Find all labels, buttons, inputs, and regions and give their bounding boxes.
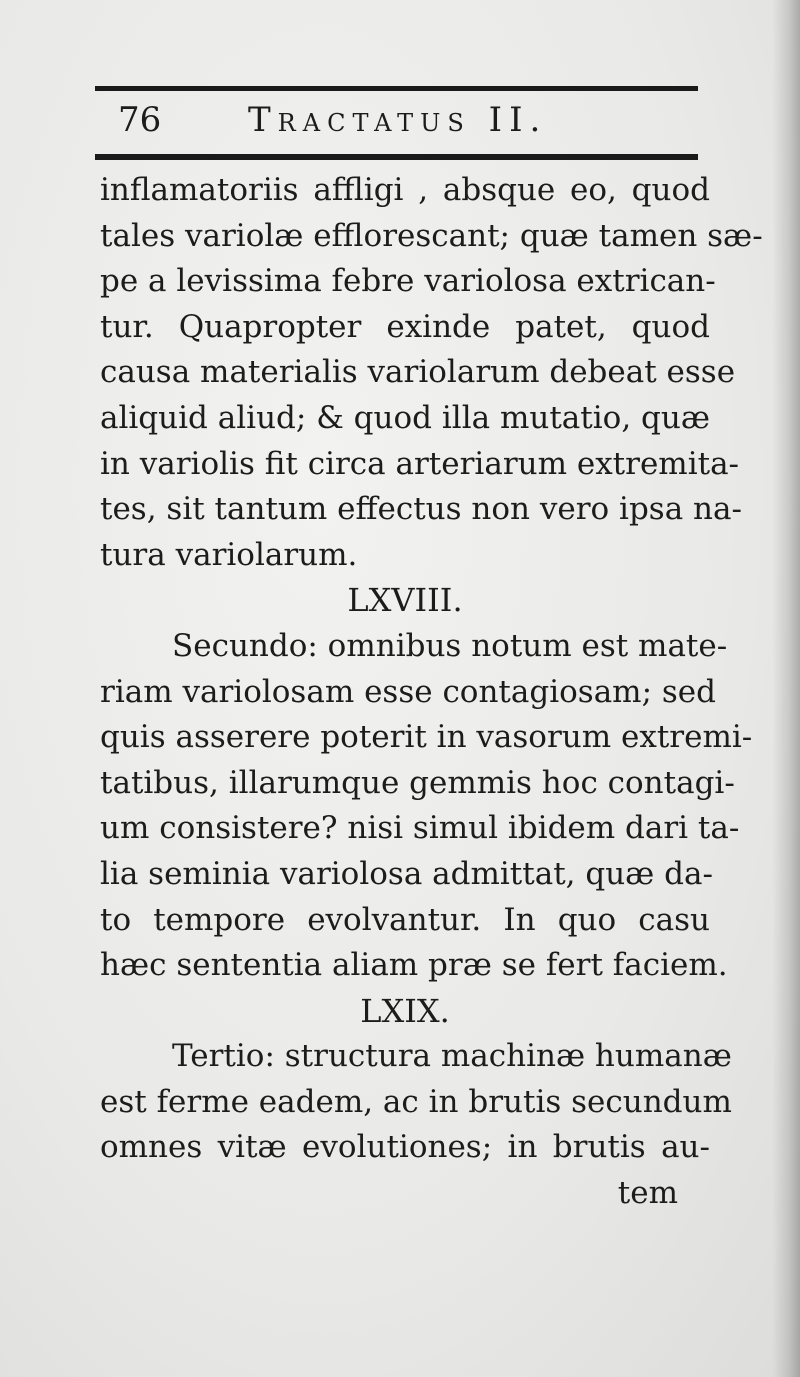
- text-line: tatibus, illarumque gemmis hoc contagi-: [100, 764, 735, 801]
- page-edge-shadow: [772, 0, 800, 1377]
- text-line: omnes vitæ evolutiones; in brutis au-: [100, 1129, 710, 1166]
- header-rule-top: [95, 86, 698, 91]
- page-number: 76: [118, 100, 162, 140]
- text-line: aliquid aliud; & quod illa mutatio, quæ: [100, 399, 710, 436]
- text-line: quis asserere poterit in vasorum extremi-: [100, 719, 753, 756]
- text-line: riam variolosam esse contagiosam; sed: [100, 673, 716, 710]
- text-line: lia seminia variolosa admittat, quæ da-: [100, 855, 713, 892]
- text-line: tur. Quapropter exinde patet, quod: [100, 308, 710, 345]
- text-line: in variolis fit circa arteriarum extremita-: [100, 445, 740, 482]
- running-title: Tractatus II.: [248, 100, 548, 140]
- text-line: um consistere? nisi simul ibidem dari ta-: [100, 810, 740, 847]
- paragraph-end-line: hæc sententia aliam præ se fert faciem.: [100, 947, 728, 984]
- paragraph-first-line: Secundo: omnibus notum est mate-: [172, 627, 728, 664]
- text-line: tales variolæ efflorescant; quæ tamen sæ-: [100, 217, 763, 254]
- section-heading: LXVIII.: [347, 581, 463, 620]
- text-line: inflamatoriis affligi , absque eo, quod: [100, 172, 710, 208]
- paragraph-first-line: Tertio: structura machinæ humanæ: [172, 1038, 732, 1075]
- header-rule-bottom: [95, 154, 698, 160]
- text-line: tes, sit tantum effectus non vero ipsa na-: [100, 491, 742, 528]
- body-text: [100, 168, 763, 1217]
- text-line: to tempore evolvantur. In quo casu: [100, 901, 710, 938]
- text-line: est ferme eadem, ac in brutis secundum: [100, 1083, 732, 1120]
- text-line: causa materialis variolarum debeat esse: [100, 354, 736, 391]
- text-line: pe a levissima febre variolosa extrican-: [100, 263, 716, 300]
- paragraph-end-line: tura variolarum.: [100, 536, 358, 573]
- catchword: tem: [617, 1175, 678, 1212]
- section-heading: LXIX.: [360, 991, 450, 1030]
